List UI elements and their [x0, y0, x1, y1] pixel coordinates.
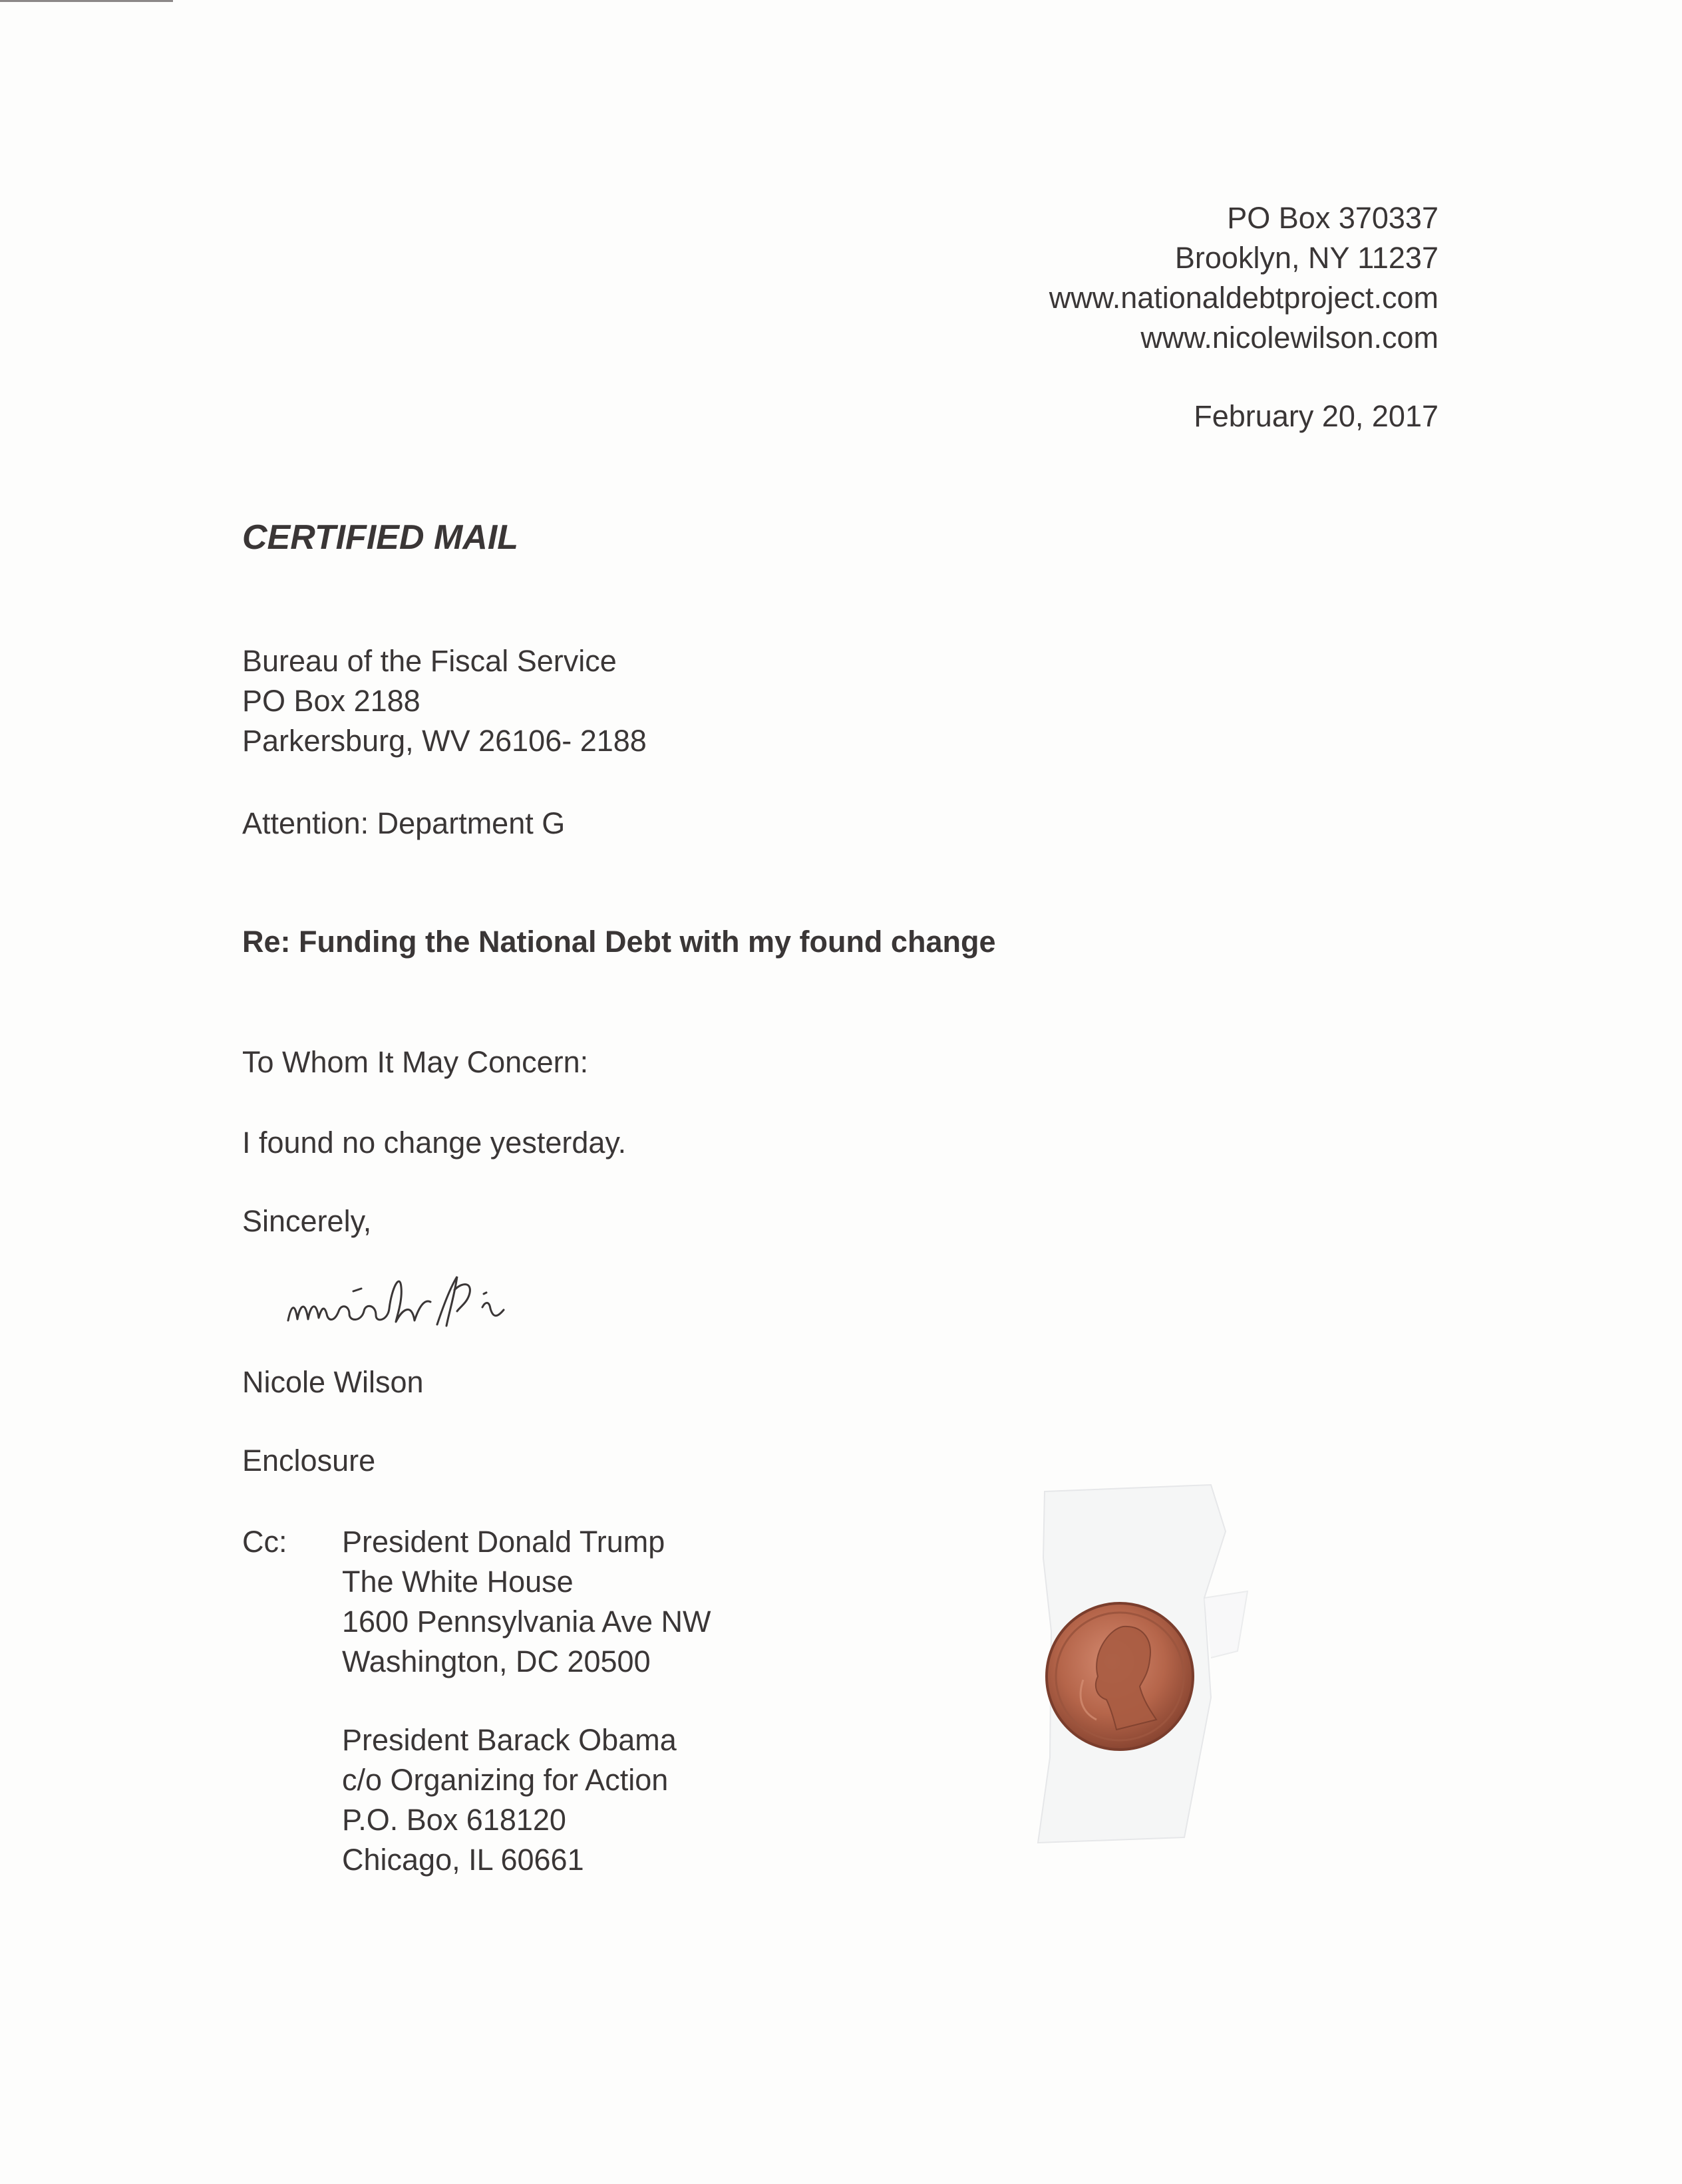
mail-type-heading: CERTIFIED MAIL — [242, 518, 519, 557]
salutation: To Whom It May Concern: — [242, 1045, 589, 1079]
cc1-line-2: The White House — [342, 1565, 574, 1599]
recipient-line-1: Bureau of the Fiscal Service — [242, 644, 617, 678]
cc2-line-3: P.O. Box 618120 — [342, 1803, 566, 1837]
cc1-line-3: 1600 Pennsylvania Ave NW — [342, 1605, 711, 1638]
closing: Sincerely, — [242, 1204, 372, 1238]
recipient-line-3: Parkersburg, WV 26106- 2188 — [242, 724, 647, 758]
cc2-line-1: President Barack Obama — [342, 1723, 677, 1757]
cc2-line-2: c/o Organizing for Action — [342, 1763, 669, 1797]
letter-body: I found no change yesterday. — [242, 1126, 627, 1160]
signer-name: Nicole Wilson — [242, 1365, 424, 1399]
enclosure-note: Enclosure — [242, 1444, 376, 1478]
cc-recipient-1 — [342, 1522, 711, 1682]
sender-website-1: www.nationaldebtproject.com — [1049, 281, 1438, 315]
letter-date: February 20, 2017 — [1194, 399, 1438, 433]
sender-line-1: PO Box 370337 — [1227, 201, 1438, 235]
signature-icon — [283, 1261, 536, 1334]
cc-label: Cc: — [242, 1525, 287, 1559]
recipient-line-2: PO Box 2188 — [242, 684, 420, 718]
attention-line: Attention: Department G — [242, 806, 566, 840]
cc-recipient-2 — [342, 1720, 677, 1880]
cc1-line-4: Washington, DC 20500 — [342, 1644, 651, 1678]
scan-edge — [0, 0, 173, 2]
cc2-line-4: Chicago, IL 60661 — [342, 1843, 584, 1877]
sender-line-2: Brooklyn, NY 11237 — [1174, 241, 1438, 275]
subject-line: Re: Funding the National Debt with my found change — [242, 925, 996, 959]
cc1-line-1: President Donald Trump — [342, 1525, 665, 1559]
sender-address — [1049, 198, 1438, 358]
penny-icon — [1043, 1600, 1196, 1753]
sender-website-2: www.nicolewilson.com — [1140, 321, 1438, 355]
recipient-address — [242, 641, 647, 761]
